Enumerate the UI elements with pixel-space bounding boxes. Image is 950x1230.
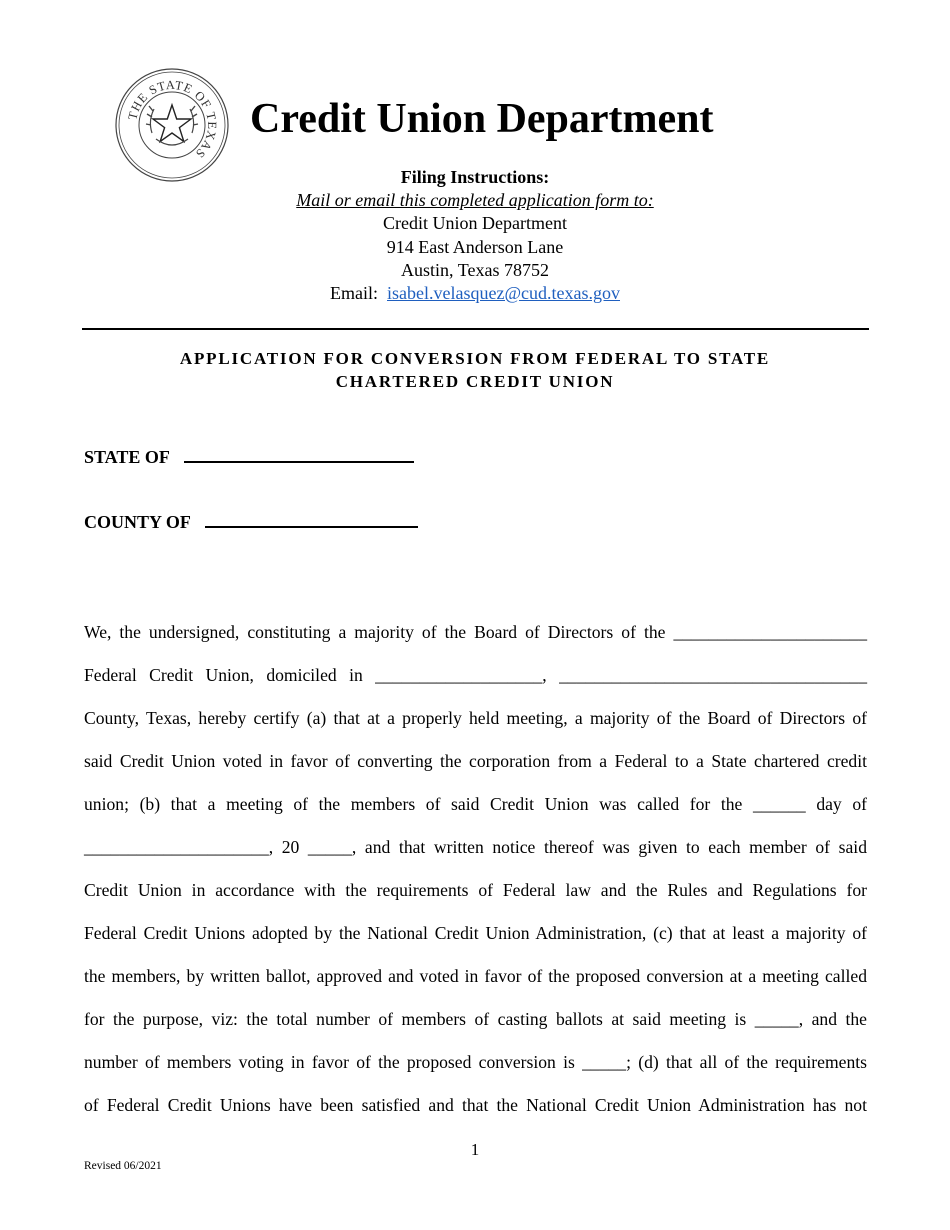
paragraph-line: Federal Credit Union, domiciled in ___________________, ___________________________________ — [84, 665, 867, 685]
county-of-field — [84, 512, 418, 533]
paragraph-line: union; (b) that a meeting of the members of said Credit Union was called for the ______ day of — [84, 794, 867, 814]
application-title-line: CHARTERED CREDIT UNION — [335, 372, 615, 391]
page-number: 1 — [470, 1140, 480, 1159]
state-of-blank[interactable] — [184, 447, 414, 463]
paragraph-line: for the purpose, viz: the total number of members of casting ballots at said meeting is _____, and the — [84, 1009, 867, 1029]
address-line: Austin, Texas 78752 — [401, 259, 549, 280]
address-line: Credit Union Department — [383, 213, 567, 234]
county-of-label: COUNTY OF — [84, 512, 191, 532]
paragraph-line: _____________________, 20 _____, and that written notice thereof was given to each member of said — [84, 837, 867, 857]
paragraph-line: County, Texas, hereby certify (a) that at a properly held meeting, a majority of the Board of Directors of — [84, 708, 867, 728]
address-line: 914 East Anderson Lane — [386, 236, 564, 257]
application-title-line: APPLICATION FOR CONVERSION FROM FEDERAL TO STATE — [179, 349, 771, 368]
filing-heading: Filing Instructions: — [400, 167, 550, 187]
paragraph-line: number of members voting in favor of the proposed conversion is _____; (d) that all of the requirements — [84, 1052, 867, 1072]
state-of-field — [84, 447, 414, 468]
revision-date: Revised 06/2021 — [84, 1160, 162, 1172]
department-title: Credit Union Department — [250, 96, 714, 142]
filing-subheading: Mail or email this completed application form to: — [296, 190, 654, 211]
application-title — [0, 347, 950, 393]
paragraph-line: We, the undersigned, constituting a majority of the Board of Directors of the ______________________ — [84, 622, 867, 642]
county-of-blank[interactable] — [205, 512, 418, 528]
paragraph-line: of Federal Credit Unions have been satisfied and that the National Credit Union Administration has not — [84, 1095, 867, 1115]
state-of-label: STATE OF — [84, 447, 170, 467]
paragraph-line: said Credit Union voted in favor of converting the corporation from a Federal to a State chartered credit — [84, 751, 867, 771]
email-label: Email: — [330, 283, 378, 304]
email-row — [0, 282, 950, 305]
filing-instructions — [0, 166, 950, 305]
certification-paragraph — [84, 621, 867, 1137]
paragraph-line: Credit Union in accordance with the requirements of Federal law and the Rules and Regulations for — [84, 880, 867, 900]
email-link[interactable]: isabel.velasquez@cud.texas.gov — [387, 283, 620, 304]
paragraph-line: Federal Credit Unions adopted by the National Credit Union Administration, (c) that at least a majority of — [84, 923, 867, 943]
horizontal-rule — [82, 328, 869, 330]
paragraph-line: the members, by written ballot, approved and voted in favor of the proposed conversion at a meeting called — [84, 966, 867, 986]
svg-text:THE STATE OF TEXAS: THE STATE OF TEXAS — [125, 77, 220, 162]
